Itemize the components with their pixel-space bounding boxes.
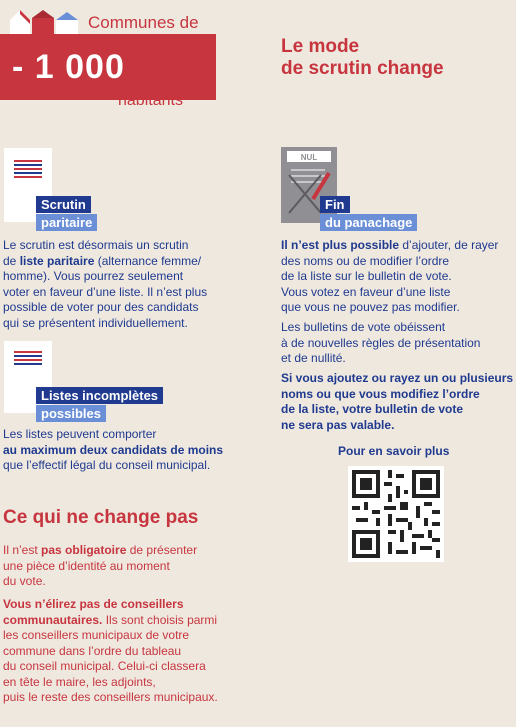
text-line [3, 254, 253, 270]
text-line [3, 443, 253, 459]
text-line: commune dans l’ordre du tableau [3, 643, 182, 658]
text-line: qui se présentent individuellement. [3, 315, 188, 330]
text-line: du vote. [3, 574, 46, 588]
text-line: des noms ou de modifier l’ordre [281, 253, 450, 268]
text-line: puis le reste des conseillers municipaux. [3, 690, 218, 704]
text-bold: au maximum deux candidats de moins [3, 442, 224, 457]
text-line [281, 238, 513, 254]
panachage-paragraph-1 [281, 238, 513, 316]
text-line: Le scrutin est désormais un scrutin [3, 238, 189, 252]
text-line: Les listes peuvent comporter [3, 427, 157, 441]
text-line [3, 597, 253, 613]
scrutin-tag-line-1: Scrutin [36, 196, 91, 213]
panachage-tag-line-2: du panachage [320, 214, 417, 231]
text-line: de la liste, votre bulletin de vote [281, 402, 464, 416]
unchanged-paragraph-1 [3, 543, 253, 590]
panachage-warning [281, 371, 515, 433]
scrutin-tag-line-2: paritaire [36, 214, 97, 231]
text-line: du conseil municipal. Celui-ci classera [3, 659, 206, 673]
text-line: à de nouvelles règles de présentation [281, 335, 481, 350]
text-bold: Il n’est plus possible [281, 238, 400, 252]
qr-pattern [348, 466, 444, 562]
panachage-paragraph-2 [281, 320, 513, 367]
more-info-label: Pour en savoir plus [338, 444, 450, 458]
text-line: que l’effectif légal du conseil municipal. [3, 458, 211, 472]
text-line: les conseillers municipaux de votre [3, 628, 190, 642]
text-line: de la liste sur le bulletin de vote. [281, 269, 452, 283]
text-fragment: d’ajouter, de rayer [399, 238, 499, 252]
text-line: que vous ne pouvez pas modifier. [281, 300, 460, 314]
listes-tag-line-1: Listes incomplètes [36, 387, 163, 404]
qr-code[interactable] [348, 466, 444, 562]
banner-bottom-label: habitants [118, 92, 183, 109]
text-bold: Vous n’élirez pas de conseillers [3, 597, 184, 611]
page-title [281, 36, 444, 80]
panachage-tag-line-1: Fin [320, 196, 350, 213]
text-fragment: de présenter [126, 543, 198, 557]
listes-paragraph [3, 427, 253, 474]
text-line: en tête le maire, les adjoints, [3, 674, 156, 689]
text-line: ne sera pas valable. [281, 417, 395, 432]
scrutin-paragraph [3, 238, 253, 331]
listes-tag [36, 387, 163, 423]
text-line [3, 613, 253, 629]
text-line: Vous votez en faveur d’une liste [281, 284, 451, 299]
text-line: une pièce d’identité au moment [3, 558, 170, 573]
text-fragment: (alternance femme/ [94, 253, 202, 268]
text-line: voter en faveur d’une liste. Il n’est plus [3, 284, 208, 299]
title-line-1: Le mode [281, 36, 360, 57]
unchanged-paragraph-2 [3, 597, 253, 706]
text-fragment: Ils sont choisis parmi [102, 612, 218, 627]
panachage-tag [320, 196, 417, 232]
nul-label: NUL [300, 153, 318, 162]
text-line: noms ou que vous modifiez l’ordre [281, 386, 480, 401]
unchanged-title: Ce qui ne change pas [3, 507, 199, 528]
text-line [3, 543, 253, 559]
text-fragment: Il n’est [3, 543, 42, 557]
text-bold: liste paritaire [19, 253, 95, 268]
text-fragment: de [3, 253, 20, 268]
title-line-2: de scrutin change [281, 58, 444, 79]
listes-tag-line-2: possibles [36, 405, 106, 422]
banner-top-label: Communes de [88, 13, 199, 32]
banner-number: - 1 000 [12, 48, 125, 86]
text-line: Les bulletins de vote obéissent [281, 320, 446, 334]
text-line: possible de voter pour des candidats [3, 300, 199, 314]
text-line: et de nullité. [281, 351, 346, 365]
text-bold: communautaires. [3, 612, 103, 627]
scrutin-tag [36, 196, 97, 232]
text-line: Si vous ajoutez ou rayez un ou plusieurs [281, 371, 514, 385]
text-bold: pas obligatoire [41, 543, 127, 557]
text-line: homme). Vous pourrez seulement [3, 269, 184, 283]
